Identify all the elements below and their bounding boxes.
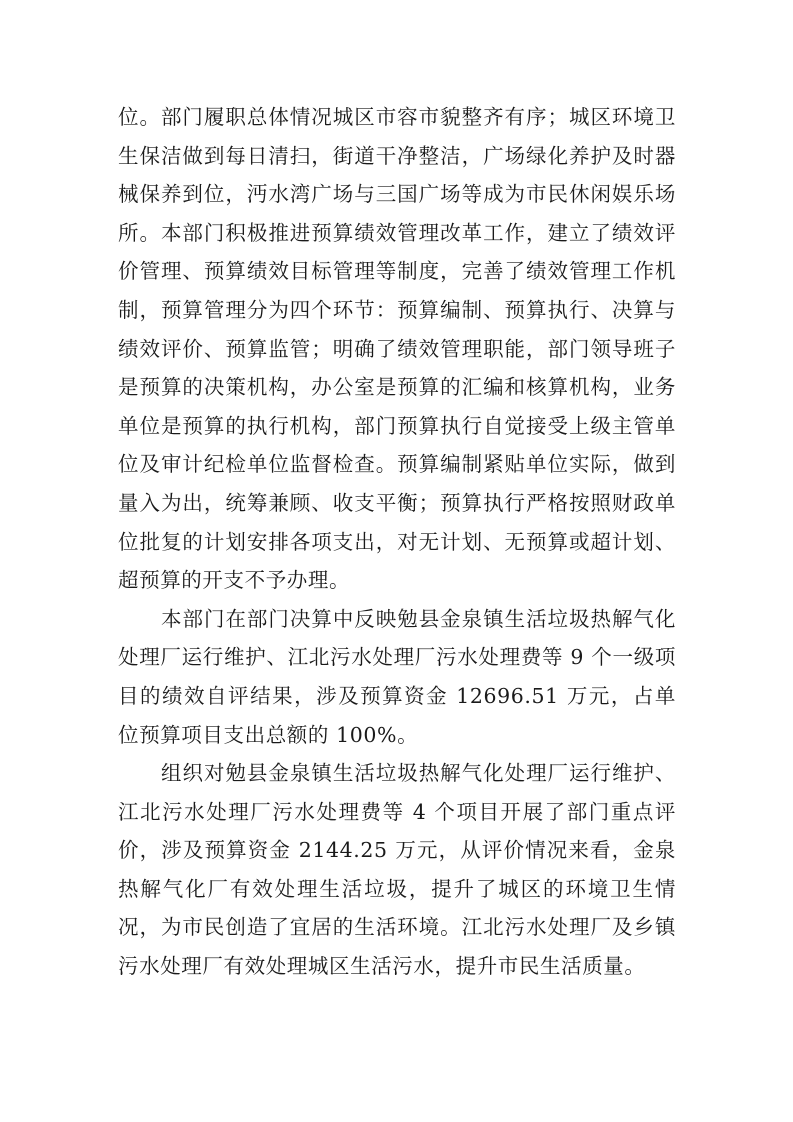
document-body <box>118 98 676 986</box>
paragraph-self-evaluation: 本部门在部门决算中反映勉县金泉镇生活垃圾热解气化处理厂运行维护、江北污水处理厂污水处理费等 9 个一级项目的绩效自评结果，涉及预算资金 12696.51 万元，占单位预算项目支出总额的 100%。 <box>118 606 676 747</box>
paragraph-continuation: 位。部门履职总体情况城区市容市貌整齐有序；城区环境卫生保洁做到每日清扫，街道干净整洁，广场绿化养护及时器械保养到位，沔水湾广场与三国广场等成为市民休闲娱乐场所。本部门积极推进预算绩效管理改革工作，建立了绩效评价管理、预算绩效目标管理等制度，完善了绩效管理工作机制，预算管理分为四个环节：预算编制、预算执行、决算与绩效评价、预算监管；明确了绩效管理职能，部门领导班子是预算的决策机构，办公室是预算的汇编和核算机构，业务单位是预算的执行机构，部门预算执行自觉接受上级主管单位及审计纪检单位监督检查。预算编制紧贴单位实际，做到量入为出，统筹兼顾、收支平衡；预算执行严格按照财政单位批复的计划安排各项支出，对无计划、无预算或超计划、超预算的开支不予办理。 <box>118 105 676 593</box>
paragraph-key-evaluation: 组织对勉县金泉镇生活垃圾热解气化处理厂运行维护、江北污水处理厂污水处理费等 4 个项目开展了部门重点评价，涉及预算资金 2144.25 万元，从评价情况来看，金泉热解气化厂有效处理生活垃圾，提升了城区的环境卫生情况，为市民创造了宜居的生活环境。江北污水处理厂及乡镇污水处理厂有效处理城区生活污水，提升市民生活质量。 <box>118 761 676 979</box>
